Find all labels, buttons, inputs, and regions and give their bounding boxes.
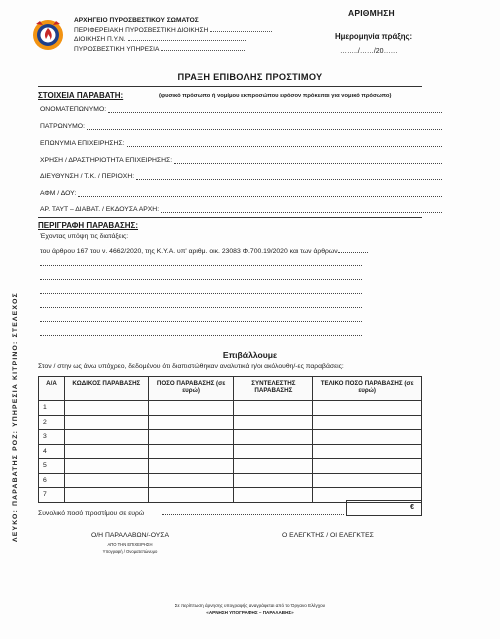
field-label: ΕΠΩΝΥΜΙΑ ΕΠΙΧΕΙΡΗΣΗΣ: xyxy=(40,140,125,147)
table-cell[interactable] xyxy=(148,430,234,445)
field-fathers-name[interactable] xyxy=(40,120,442,130)
divider xyxy=(38,86,422,87)
authority-line: ΠΕΡΙΦΕΡΕΙΑΚΗ ΠΥΡΟΣΒΕΣΤΙΚΗ ΔΙΟΙΚΗΣΗ xyxy=(74,26,209,34)
inspector-title: Ο ΕΛΕΓΚΤΗΣ / ΟΙ ΕΛΕΓΚΤΕΣ xyxy=(282,532,374,539)
column-header: ΠΟΣΟ ΠΑΡΑΒΑΣΗΣ (σε ευρώ) xyxy=(148,377,234,401)
field-fill[interactable] xyxy=(127,141,443,147)
violations-table xyxy=(38,376,422,503)
table-cell[interactable] xyxy=(313,444,422,459)
total-amount-fill[interactable] xyxy=(162,514,344,515)
authority-fill-line[interactable] xyxy=(161,45,245,51)
table-row xyxy=(39,473,422,488)
authority-line-row xyxy=(74,26,272,36)
table-cell[interactable] xyxy=(148,401,234,416)
row-number: 1 xyxy=(39,401,65,416)
footer-line: Σε περίπτωση άρνησης υπογραφής αναγράφεται από το Όργανο Ελέγχου xyxy=(174,603,326,608)
field-business-activity[interactable] xyxy=(40,154,442,164)
authority-line: ΑΡΧΗΓΕΙΟ ΠΥΡΟΣΒΕΣΤΙΚΟΥ ΣΩΜΑΤΟΣ xyxy=(74,17,199,24)
recipient-signature-block xyxy=(60,532,200,554)
field-label: ΠΑΤΡΩΝΥΜΟ: xyxy=(40,123,85,130)
column-header: ΤΕΛΙΚΟ ΠΟΣΟ ΠΑΡΑΒΑΣΗΣ (σε ευρώ) xyxy=(313,377,422,401)
authority-line: ΔΙΟΙΚΗΣΗ Π.Υ.Ν. xyxy=(74,36,126,44)
table-cell[interactable] xyxy=(313,430,422,445)
description-line[interactable] xyxy=(40,279,362,280)
articles-fill[interactable] xyxy=(338,247,368,253)
table-cell[interactable] xyxy=(313,473,422,488)
field-business-name[interactable] xyxy=(40,137,442,147)
act-date-label: Ημερομηνία πράξης: xyxy=(335,32,413,41)
field-label: ΔΙΕΥΘΥΝΣΗ / Τ.Κ. / ΠΕΡΙΟΧΗ: xyxy=(40,173,135,180)
description-line[interactable] xyxy=(40,265,362,266)
table-row xyxy=(39,401,422,416)
table-cell[interactable] xyxy=(234,473,313,488)
act-date-field[interactable]: ……../……/20…… xyxy=(340,48,398,55)
description-line[interactable] xyxy=(40,321,362,322)
table-cell[interactable] xyxy=(234,444,313,459)
issuing-authority xyxy=(74,16,272,54)
table-cell[interactable] xyxy=(148,459,234,474)
violation-section-title: ΠΕΡΙΓΡΑΦΗ ΠΑΡΑΒΑΣΗΣ: xyxy=(38,221,139,230)
description-line[interactable] xyxy=(40,307,362,308)
table-cell[interactable] xyxy=(148,473,234,488)
table-cell[interactable] xyxy=(64,488,148,503)
imposition-title: Επιβάλλουμε xyxy=(222,350,278,360)
field-tax-id[interactable] xyxy=(40,187,442,197)
row-number: 3 xyxy=(39,430,65,445)
row-number: 7 xyxy=(39,488,65,503)
table-row xyxy=(39,415,422,430)
considering-text: Έχοντας υπόψη τις διατάξεις: xyxy=(40,233,129,240)
row-number: 6 xyxy=(39,473,65,488)
table-cell[interactable] xyxy=(64,473,148,488)
field-fill[interactable] xyxy=(161,207,442,213)
table-header-row xyxy=(39,377,422,401)
authority-fill-line[interactable] xyxy=(210,26,272,32)
row-number: 2 xyxy=(39,415,65,430)
field-label: ΑΦΜ / ΔΟΥ: xyxy=(40,190,77,197)
table-cell[interactable] xyxy=(234,401,313,416)
column-header: Α/Α xyxy=(39,377,65,401)
table-cell[interactable] xyxy=(313,401,422,416)
authority-line: ΠΥΡΟΣΒΕΣΤΙΚΗ ΥΠΗΡΕΣΙΑ xyxy=(74,45,160,53)
legal-basis-line: του άρθρου 167 του ν. 4662/2020, της Κ.Υ.Α. υπ' αριθμ. οικ. 23083 Φ.700.19/2020 και των άρθρων xyxy=(40,248,338,255)
total-amount-label: Συνολικό ποσό προστίμου σε ευρώ xyxy=(38,510,145,517)
field-fullname[interactable] xyxy=(40,103,442,113)
column-header: ΚΩΔΙΚΟΣ ΠΑΡΑΒΑΣΗΣ xyxy=(64,377,148,401)
table-cell[interactable] xyxy=(64,401,148,416)
table-cell[interactable] xyxy=(313,459,422,474)
total-amount-box[interactable]: € xyxy=(346,500,422,516)
row-number: 4 xyxy=(39,444,65,459)
description-line[interactable] xyxy=(40,335,362,336)
form-number-label: ΑΡΙΘΜΗΣΗ xyxy=(348,8,395,18)
offender-section-note: (φυσικό πρόσωπο ή νομίμου εκπροσώπου εφόσον πρόκειται για νομικό πρόσωπο) xyxy=(159,93,392,99)
footer-line: «ΑΡΝΗΣΗ ΥΠΟΓΡΑΦΗΣ – ΠΑΡΑΛΑΒΗΣ» xyxy=(206,610,294,615)
table-cell[interactable] xyxy=(234,415,313,430)
table-cell[interactable] xyxy=(64,430,148,445)
table-cell[interactable] xyxy=(148,444,234,459)
field-id-passport[interactable] xyxy=(40,203,442,213)
field-label: ΑΡ. ΤΑΥΤ – ΔΙΑΒΑΤ. / ΕΚΔΟΥΣΑ ΑΡΧΗ: xyxy=(40,206,160,213)
copy-color-legend: ΛΕΥΚΟ: ΠΑΡΑΒΑΤΗΣ ΡΟΖ: ΥΠΗΡΕΣΙΑ ΚΙΤΡΙΝΟ: ΣΤΕΛΕΧΟΣ xyxy=(12,292,19,542)
description-line[interactable] xyxy=(40,293,362,294)
field-fill[interactable] xyxy=(108,107,442,113)
form-title: ΠΡΑΞΗ ΕΠΙΒΟΛΗΣ ΠΡΟΣΤΙΜΟΥ xyxy=(177,72,323,82)
table-row xyxy=(39,444,422,459)
recipient-signature-hint: Υπογραφή / Ονοματεπώνυμο xyxy=(102,549,158,554)
table-cell[interactable] xyxy=(234,488,313,503)
field-fill[interactable] xyxy=(136,174,442,180)
offender-section-title: ΣΤΟΙΧΕΙΑ ΠΑΡΑΒΑΤΗ: xyxy=(38,91,124,100)
table-cell[interactable] xyxy=(148,488,234,503)
legal-basis-text xyxy=(40,247,368,255)
field-fill[interactable] xyxy=(174,158,442,164)
authority-fill-line[interactable] xyxy=(128,35,246,41)
field-label: ΧΡΗΣΗ / ΔΡΑΣΤΗΡΙΟΤΗΤΑ ΕΠΙΧΕΙΡΗΣΗΣ: xyxy=(40,157,173,164)
table-cell[interactable] xyxy=(313,415,422,430)
table-cell[interactable] xyxy=(234,430,313,445)
table-cell[interactable] xyxy=(64,415,148,430)
column-header: ΣΥΝΤΕΛΕΣΤΗΣ ΠΑΡΑΒΑΣΗΣ xyxy=(234,377,313,401)
table-cell[interactable] xyxy=(234,459,313,474)
recipient-subtitle: ΑΠΟ ΤΗΝ ΕΠΙΧΕΙΡΗΣΗ xyxy=(107,542,153,547)
authority-line-row xyxy=(74,45,272,55)
field-address[interactable] xyxy=(40,170,442,180)
imposition-intro: Στον / στην ως άνω υπόχρεο, δεδομένου ότι διαπιστώθηκαν αναλυτικά η/οι ακόλουθη/-ες παραβάσεις: xyxy=(38,363,344,370)
field-fill[interactable] xyxy=(78,191,442,197)
table-cell[interactable] xyxy=(148,415,234,430)
recipient-title: Ο/Η ΠΑΡΑΛΑΒΩΝ/-ΟΥΣΑ xyxy=(90,532,170,539)
divider xyxy=(38,217,422,218)
table-cell[interactable] xyxy=(64,459,148,474)
table-cell[interactable] xyxy=(64,444,148,459)
fire-service-emblem xyxy=(31,16,65,54)
table-row xyxy=(39,430,422,445)
authority-line-row xyxy=(74,35,272,45)
table-row xyxy=(39,459,422,474)
row-number: 5 xyxy=(39,459,65,474)
field-label: ΟΝΟΜΑΤΕΠΩΝΥΜΟ: xyxy=(40,106,107,113)
footer-note xyxy=(0,602,500,616)
field-fill[interactable] xyxy=(87,124,442,130)
